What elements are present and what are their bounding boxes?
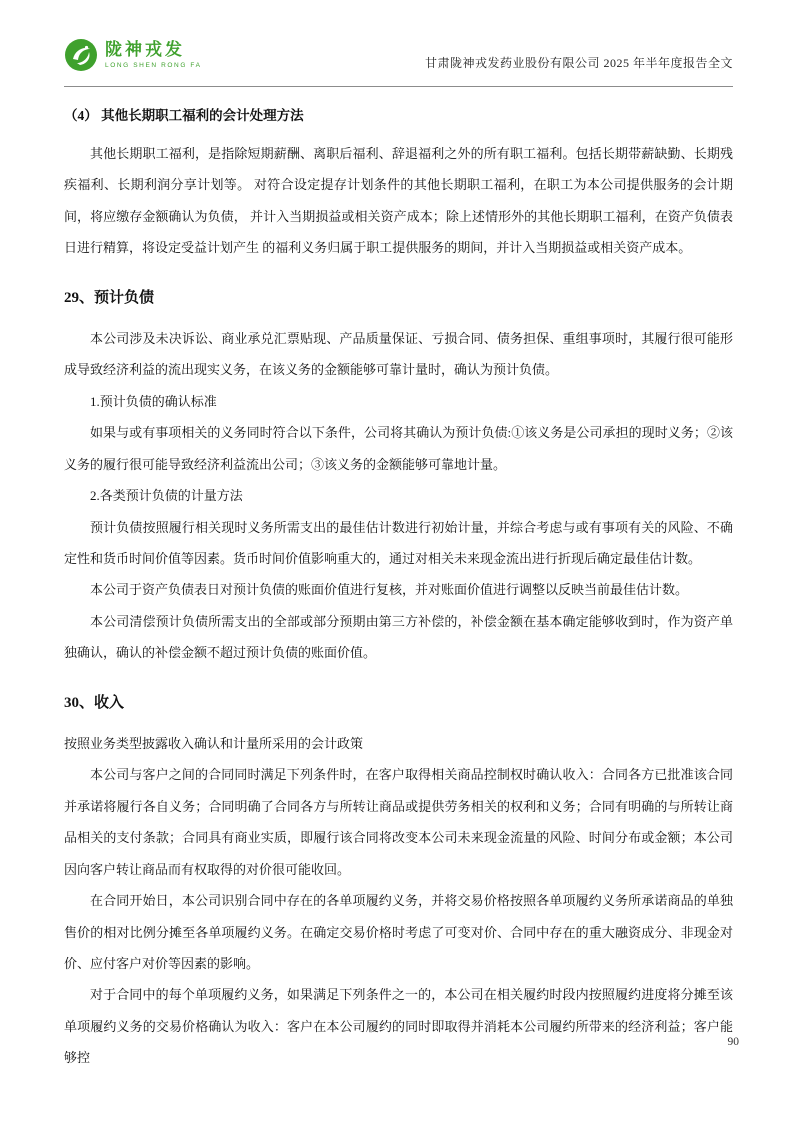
header-divider: [64, 86, 733, 87]
paragraph-third-party-compensation: 本公司清偿预计负债所需支出的全部或部分预期由第三方补偿的，补偿金额在基本确定能够收到时，作为资产单独确认，确认的补偿金额不超过预计负债的账面价值。: [64, 613, 733, 661]
paragraph-measurement-method: 预计负债按照履行相关现时义务所需支出的最佳估计数进行初始计量，并综合考虑与或有事项有关的风险、不确定性和货币时间价值等因素。货币时间价值影响重大的，通过对相关未来现金流出进行折现后确定最佳估计数。: [64, 519, 733, 566]
paragraph-recognition-criteria-title: 1.预计负债的确认标准: [90, 393, 217, 409]
paragraph-measurement-method-title: 2.各类预计负债的计量方法: [90, 488, 243, 504]
paragraph-balance-sheet-review: 本公司于资产负债表日对预计负债的账面价值进行复核，并对账面价值进行调整以反映当前最佳估计数。: [90, 582, 689, 598]
company-logo-icon: [64, 38, 98, 72]
company-logo: [64, 38, 202, 72]
paragraph-performance-obligations: 在合同开始日，本公司识别合同中存在的各单项履约义务，并将交易价格按照各单项履约义务所承诺商品的单独售价的相对比例分摊至各单项履约义务。在确定交易价格时考虑了可变对价、合同中存在的重大融资成分、非现金对价、应付客户对价等因素的影响。: [64, 893, 733, 971]
section-heading-29-estimated-liabilities: 29、预计负债: [64, 289, 155, 306]
brand-name-en: LONG SHEN RONG FA: [105, 61, 202, 69]
company-logo-text: [105, 41, 202, 69]
paragraph-single-performance-obligation: 对于合同中的每个单项履约义务，如果满足下列条件之一的，本公司在相关履约时段内按照履约进度将分摊至该单项履约义务的交易价格确认为收入：客户在本公司履约的同时即取得并消耗本公司履约所带来的经济利益；客户能够控: [64, 987, 733, 1066]
paragraph-other-longterm-benefits: 其他长期职工福利，是指除短期薪酬、离职后福利、辞退福利之外的所有职工福利。包括长期带薪缺勤、长期残疾福利、长期利润分享计划等。 对符合设定提存计划条件的其他长期职工福利，在职工为本公司提供服务的会计期间，将应缴存金额确认为负债， 并计入当期损益或相关资产成本；除上述情形外的其他长期职工福利，在资产负债表日进行精算，将设定受益计划产生 的福利义务归属于职工提供服务的期间，并计入当期损益或相关资产成本。: [64, 146, 733, 256]
paragraph-revenue-contract-conditions: 本公司与客户之间的合同同时满足下列条件时，在客户取得相关商品控制权时确认收入：合同各方已批准该合同并承诺将履行各自义务；合同明确了合同各方与所转让商品或提供劳务相关的权利和义务；合同有明确的与所转让商品相关的支付条款；合同具有商业实质，即履行该合同将改变本公司未来现金流量的风险、时间分布或金额；本公司因向客户转让商品而有权取得的对价很可能收回。: [64, 767, 733, 877]
paragraph-revenue-policy-lead: 按照业务类型披露收入确认和计量所采用的会计政策: [64, 735, 364, 751]
document-body: [64, 92, 733, 1074]
page-number: 90: [727, 1036, 739, 1048]
report-header-title: 甘肃陇神戎发药业股份有限公司 2025 年半年度报告全文: [424, 55, 733, 70]
paragraph-recognition-criteria: 如果与或有事项相关的义务同时符合以下条件，公司将其确认为预计负债:①该义务是公司承担的现时义务；②该义务的履行很可能导致经济利益流出公司；③该义务的金额能够可靠地计量。: [64, 425, 733, 472]
section-heading-other-longterm-benefits: （4） 其他长期职工福利的会计处理方法: [64, 108, 304, 123]
page-header: [64, 38, 733, 72]
section-heading-30-revenue: 30、收入: [64, 694, 125, 711]
paragraph-estimated-liabilities-intro: 本公司涉及未决诉讼、商业承兑汇票贴现、产品质量保证、亏损合同、债务担保、重组事项时，其履行很可能形成导致经济利益的流出现实义务，在该义务的金额能够可靠计量时，确认为预计负债。: [64, 330, 733, 378]
brand-name-cn: 陇神戎发: [105, 40, 185, 60]
